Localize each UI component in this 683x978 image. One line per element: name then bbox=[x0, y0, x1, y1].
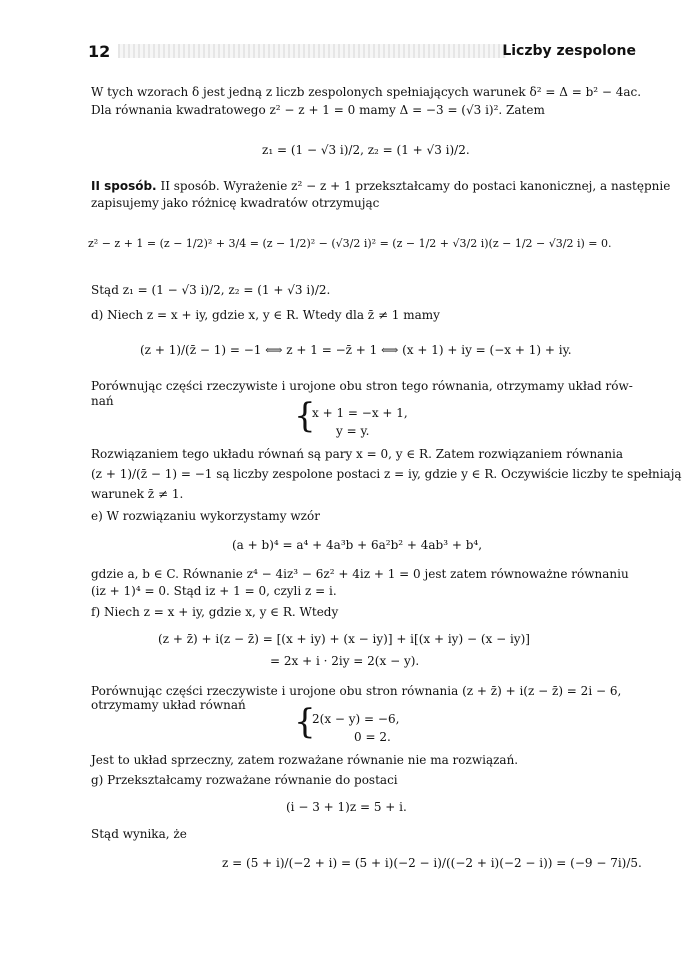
system-brace: { bbox=[294, 396, 316, 436]
text-line: II sposób. II sposób. Wyrażenie z² − z + 1 przekształcamy do postaci kanonicznej, a następnie bbox=[91, 179, 671, 193]
text-line: Porównując części rzeczywiste i urojone obu stron równania (z + z̄) + i(z − z̄) = 2i − 6, bbox=[91, 684, 622, 698]
page-header bbox=[88, 40, 636, 64]
text-line: Stąd wynika, że bbox=[91, 827, 187, 841]
text-line: zapisujemy jako różnicę kwadratów otrzymując bbox=[91, 196, 380, 210]
text-line: Dla równania kwadratowego z² − z + 1 = 0 mamy Δ = −3 = (√3 i)². Zatem bbox=[91, 103, 545, 117]
text-line: Porównując części rzeczywiste i urojone obu stron tego równania, otrzymamy układ rów- bbox=[91, 379, 633, 393]
system-brace: { bbox=[294, 702, 316, 742]
formula-canonical: z² − z + 1 = (z − 1/2)² + 3/4 = (z − 1/2)² − (√3/2 i)² = (z − 1/2 + √3/2 i)(z − 1/2 − √3/2 i) = 0. bbox=[88, 237, 612, 250]
text-line: gdzie a, b ∈ C. Równanie z⁴ − 4iz³ − 6z² + 4iz + 1 = 0 jest zatem równoważne równaniu bbox=[91, 567, 629, 581]
text-line: (iz + 1)⁴ = 0. Stąd iz + 1 = 0, czyli z = i. bbox=[91, 584, 337, 598]
formula-f1: (z + z̄) + i(z − z̄) = [(x + iy) + (x − iy)] + i[(x + iy) − (x − iy)] bbox=[158, 632, 530, 646]
formula-roots: z₁ = (1 − √3 i)/2, z₂ = (1 + √3 i)/2. bbox=[262, 143, 470, 157]
text-line: g) Przekształcamy rozważane równanie do postaci bbox=[91, 773, 398, 787]
text-line: nań bbox=[91, 394, 114, 408]
text-line: (z + 1)/(z̄ − 1) = −1 są liczby zespolone postaci z = iy, gdzie y ∈ R. Oczywiście liczby te spełniają bbox=[91, 467, 682, 481]
text-line: f) Niech z = x + iy, gdzie x, y ∈ R. Wtedy bbox=[91, 605, 339, 619]
formula-binomial: (a + b)⁴ = a⁴ + 4a³b + 6a²b² + 4ab³ + b⁴, bbox=[232, 538, 483, 552]
page-number: 12 bbox=[88, 42, 111, 61]
text-line: e) W rozwiązaniu wykorzystamy wzór bbox=[91, 509, 320, 523]
text-line: Rozwiązaniem tego układu równań są pary x = 0, y ∈ R. Zatem rozwiązaniem równania bbox=[91, 447, 624, 461]
text-line: otrzymamy układ równań bbox=[91, 698, 246, 712]
formula-f2: = 2x + i · 2iy = 2(x − y). bbox=[270, 654, 420, 668]
formula-g2: z = (5 + i)/(−2 + i) = (5 + i)(−2 − i)/((−2 + i)(−2 − i)) = (−9 − 7i)/5. bbox=[222, 856, 642, 870]
text-span: II sposób. Wyrażenie z² − z + 1 przekształcamy do postaci kanonicznej, a następnie bbox=[160, 179, 671, 193]
text-line: Stąd z₁ = (1 − √3 i)/2, z₂ = (1 + √3 i)/2. bbox=[91, 283, 331, 297]
system-eq: x + 1 = −x + 1, bbox=[312, 406, 408, 420]
system-eq: 2(x − y) = −6, bbox=[312, 712, 400, 726]
formula-equivalence: (z + 1)/(z̄ − 1) = −1 ⟺ z + 1 = −z̄ + 1 ⟺ (x + 1) + iy = (−x + 1) + iy. bbox=[140, 343, 572, 357]
text-line: Jest to układ sprzeczny, zatem rozważane równanie nie ma rozwiązań. bbox=[91, 753, 519, 767]
text-line: warunek z̄ ≠ 1. bbox=[91, 487, 184, 501]
system-eq: y = y. bbox=[336, 424, 370, 438]
system-eq: 0 = 2. bbox=[354, 730, 391, 744]
formula-g1: (i − 3 + 1)z = 5 + i. bbox=[286, 800, 407, 814]
text-line: W tych wzorach δ jest jedną z liczb zespolonych spełniających warunek δ² = Δ = b² − 4ac. bbox=[91, 85, 642, 99]
header-band bbox=[118, 44, 506, 58]
text-line: d) Niech z = x + iy, gdzie x, y ∈ R. Wtedy dla z̄ ≠ 1 mamy bbox=[91, 308, 440, 322]
chapter-title: Liczby zespolone bbox=[502, 43, 636, 59]
